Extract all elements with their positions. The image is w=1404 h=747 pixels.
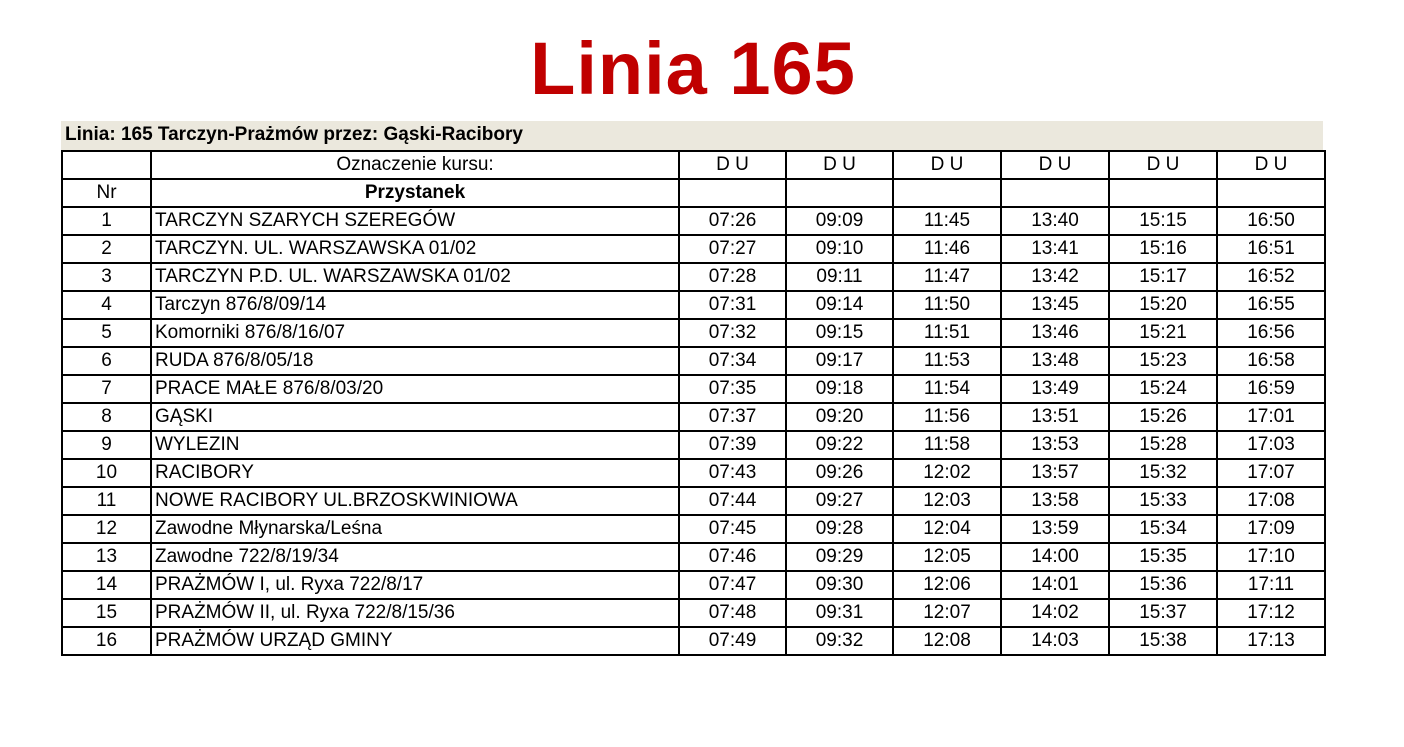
departure-time: 15:15 [1109,207,1217,235]
departure-time: 09:22 [786,431,893,459]
stop-name: PRAŻMÓW II, ul. Ryxa 722/8/15/36 [151,599,679,627]
departure-time: 09:28 [786,515,893,543]
stop-number: 6 [62,347,151,375]
departure-time: 15:37 [1109,599,1217,627]
course-code: D U [1217,151,1325,179]
course-code: D U [1109,151,1217,179]
empty-header-cell [893,179,1001,207]
departure-time: 13:57 [1001,459,1109,487]
table-row [62,291,1325,319]
departure-time: 07:31 [679,291,786,319]
departure-time: 15:17 [1109,263,1217,291]
stop-header: Przystanek [151,179,679,207]
departure-time: 07:34 [679,347,786,375]
departure-time: 07:28 [679,263,786,291]
departure-time: 15:38 [1109,627,1217,655]
departure-time: 13:42 [1001,263,1109,291]
departure-time: 12:03 [893,487,1001,515]
departure-time: 07:44 [679,487,786,515]
departure-time: 07:32 [679,319,786,347]
table-row [62,487,1325,515]
departure-time: 09:11 [786,263,893,291]
departure-time: 16:52 [1217,263,1325,291]
stop-number: 4 [62,291,151,319]
stop-name: PRAŻMÓW URZĄD GMINY [151,627,679,655]
stop-number: 11 [62,487,151,515]
departure-time: 12:02 [893,459,1001,487]
departure-time: 07:49 [679,627,786,655]
stop-name: Tarczyn 876/8/09/14 [151,291,679,319]
departure-time: 07:47 [679,571,786,599]
stop-name: WYLEZIN [151,431,679,459]
departure-time: 11:50 [893,291,1001,319]
empty-header-cell [1217,179,1325,207]
departure-time: 16:58 [1217,347,1325,375]
stop-name: RUDA 876/8/05/18 [151,347,679,375]
stop-number: 10 [62,459,151,487]
departure-time: 09:31 [786,599,893,627]
page-title: Linia 165 [530,27,856,110]
departure-time: 09:09 [786,207,893,235]
column-header-row [62,179,1325,207]
stop-number: 15 [62,599,151,627]
stop-number: 7 [62,375,151,403]
departure-time: 09:32 [786,627,893,655]
departure-time: 07:27 [679,235,786,263]
stop-name: TARCZYN P.D. UL. WARSZAWSKA 01/02 [151,263,679,291]
departure-time: 13:51 [1001,403,1109,431]
empty-header-cell [62,151,151,179]
stop-number: 13 [62,543,151,571]
stop-name: GĄSKI [151,403,679,431]
stop-number: 9 [62,431,151,459]
departure-time: 14:03 [1001,627,1109,655]
departure-time: 09:29 [786,543,893,571]
departure-time: 16:50 [1217,207,1325,235]
departure-time: 17:12 [1217,599,1325,627]
course-code: D U [893,151,1001,179]
departure-time: 11:53 [893,347,1001,375]
course-code: D U [786,151,893,179]
stop-name: Zawodne Młynarska/Leśna [151,515,679,543]
table-row [62,431,1325,459]
course-code: D U [1001,151,1109,179]
departure-time: 09:10 [786,235,893,263]
table-row [62,459,1325,487]
departure-time: 11:51 [893,319,1001,347]
stop-number: 5 [62,319,151,347]
stop-number: 14 [62,571,151,599]
departure-time: 11:56 [893,403,1001,431]
departure-time: 17:09 [1217,515,1325,543]
departure-time: 16:51 [1217,235,1325,263]
table-row [62,571,1325,599]
departure-time: 17:07 [1217,459,1325,487]
departure-time: 09:14 [786,291,893,319]
departure-time: 13:53 [1001,431,1109,459]
departure-time: 12:05 [893,543,1001,571]
departure-time: 12:07 [893,599,1001,627]
stop-number: 2 [62,235,151,263]
stop-name: PRACE MAŁE 876/8/03/20 [151,375,679,403]
departure-time: 09:20 [786,403,893,431]
table-row [62,515,1325,543]
table-row [62,403,1325,431]
departure-time: 15:32 [1109,459,1217,487]
departure-time: 15:26 [1109,403,1217,431]
departure-time: 13:40 [1001,207,1109,235]
departure-time: 16:56 [1217,319,1325,347]
course-code: D U [679,151,786,179]
departure-time: 15:16 [1109,235,1217,263]
table-row [62,207,1325,235]
departure-time: 07:43 [679,459,786,487]
departure-time: 09:26 [786,459,893,487]
departure-time: 16:55 [1217,291,1325,319]
departure-time: 07:46 [679,543,786,571]
stop-name: TARCZYN. UL. WARSZAWSKA 01/02 [151,235,679,263]
stop-name: NOWE RACIBORY UL.BRZOSKWINIOWA [151,487,679,515]
departure-time: 09:18 [786,375,893,403]
departure-time: 15:35 [1109,543,1217,571]
departure-time: 15:33 [1109,487,1217,515]
stop-name: PRAŻMÓW I, ul. Ryxa 722/8/17 [151,571,679,599]
stop-number: 12 [62,515,151,543]
departure-time: 13:45 [1001,291,1109,319]
stop-name: Komorniki 876/8/16/07 [151,319,679,347]
stop-number: 16 [62,627,151,655]
departure-time: 17:13 [1217,627,1325,655]
departure-time: 17:01 [1217,403,1325,431]
departure-time: 09:15 [786,319,893,347]
departure-time: 13:48 [1001,347,1109,375]
departure-time: 15:34 [1109,515,1217,543]
departure-time: 12:06 [893,571,1001,599]
table-row [62,235,1325,263]
departure-time: 15:20 [1109,291,1217,319]
stop-name: TARCZYN SZARYCH SZEREGÓW [151,207,679,235]
stop-name: RACIBORY [151,459,679,487]
departure-time: 11:54 [893,375,1001,403]
nr-header: Nr [62,179,151,207]
table-row [62,319,1325,347]
departure-time: 13:58 [1001,487,1109,515]
stop-number: 3 [62,263,151,291]
departure-time: 09:27 [786,487,893,515]
empty-header-cell [679,179,786,207]
departure-time: 17:08 [1217,487,1325,515]
table-row [62,599,1325,627]
departure-time: 13:49 [1001,375,1109,403]
departure-time: 09:30 [786,571,893,599]
departure-time: 11:45 [893,207,1001,235]
departure-time: 07:35 [679,375,786,403]
departure-time: 17:10 [1217,543,1325,571]
departure-time: 11:46 [893,235,1001,263]
departure-time: 17:11 [1217,571,1325,599]
course-designation-label: Oznaczenie kursu: [151,151,679,179]
departure-time: 07:39 [679,431,786,459]
table-row [62,375,1325,403]
departure-time: 07:26 [679,207,786,235]
departure-time: 07:37 [679,403,786,431]
departure-time: 15:28 [1109,431,1217,459]
departure-time: 09:17 [786,347,893,375]
departure-time: 07:45 [679,515,786,543]
departure-time: 12:04 [893,515,1001,543]
departure-time: 15:24 [1109,375,1217,403]
empty-header-cell [1001,179,1109,207]
departure-time: 12:08 [893,627,1001,655]
timetable [61,150,1326,656]
departure-time: 13:59 [1001,515,1109,543]
route-description-bar [61,121,1323,150]
departure-time: 11:58 [893,431,1001,459]
table-row [62,543,1325,571]
departure-time: 15:21 [1109,319,1217,347]
departure-time: 14:00 [1001,543,1109,571]
table-row [62,263,1325,291]
departure-time: 14:02 [1001,599,1109,627]
table-row [62,627,1325,655]
stop-number: 8 [62,403,151,431]
route-description: Linia: 165 Tarczyn-Prażmów przez: Gąski-Racibory [65,124,523,145]
stop-number: 1 [62,207,151,235]
empty-header-cell [1109,179,1217,207]
departure-time: 14:01 [1001,571,1109,599]
departure-time: 17:03 [1217,431,1325,459]
departure-time: 15:36 [1109,571,1217,599]
table-row [62,347,1325,375]
departure-time: 13:41 [1001,235,1109,263]
departure-time: 13:46 [1001,319,1109,347]
departure-time: 11:47 [893,263,1001,291]
course-header-row [62,151,1325,179]
departure-time: 16:59 [1217,375,1325,403]
departure-time: 07:48 [679,599,786,627]
empty-header-cell [786,179,893,207]
stop-name: Zawodne 722/8/19/34 [151,543,679,571]
departure-time: 15:23 [1109,347,1217,375]
